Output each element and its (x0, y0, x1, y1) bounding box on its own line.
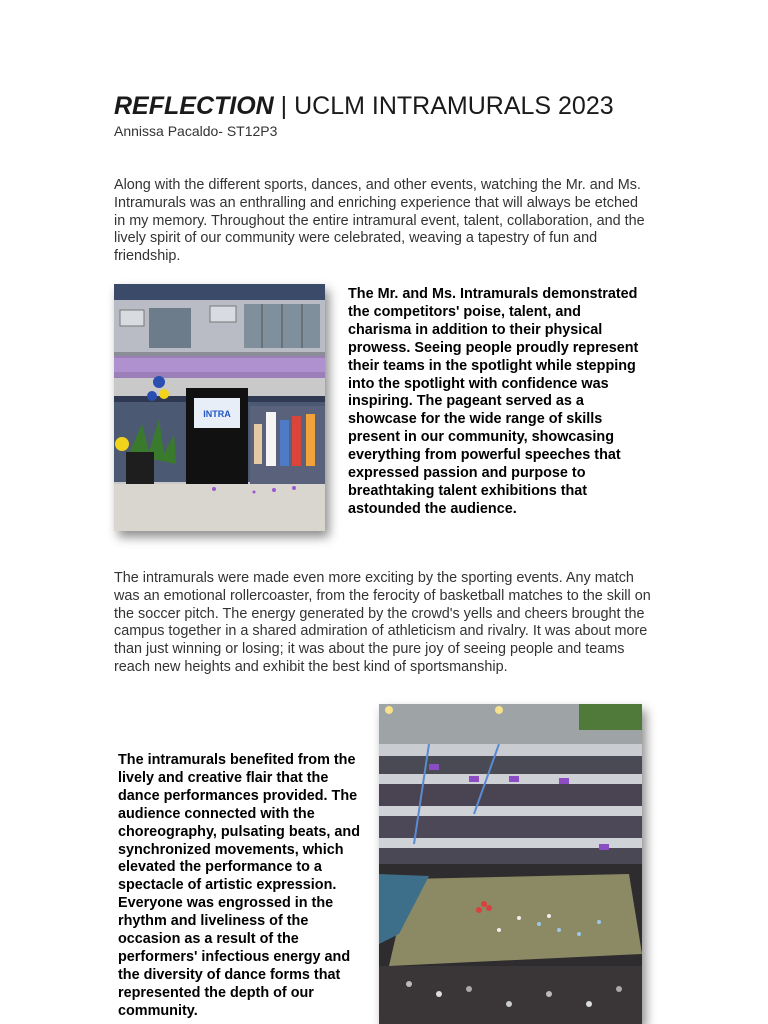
dance-paragraph: The intramurals benefited from the lively and creative flair that the dance performances provided. The audience connected with the choreography, pulsating beats, and synchronized movements, which elevated the performance to a spectacle of artistic expression. Everyone was engrossed in the rhythm and liveliness of the occasion as a result of the performers' infectious energy and the diversity of dance forms that represented the depth of our community. (118, 752, 361, 1019)
dance-performance-photo (379, 704, 642, 1024)
stage-sign-text: INTRA (203, 409, 231, 419)
pageant-paragraph: The Mr. and Ms. Intramurals demonstrated the competitors' poise, talent, and charisma in addition to their physical prowess. Seeing people proudly represent their teams in the spotlight while stepping into the spotlight with confidence was inspiring. The pageant served as a showcase for the wide range of skills present in our community, showcasing everything from powerful speeches that expressed passion and purpose to breathtaking talent exhibitions that astounded the audience. (348, 286, 639, 517)
title-event: | UCLM INTRAMURALS 2023 (273, 92, 614, 120)
sports-paragraph: The intramurals were made even more exciting by the sporting events. Any match was an emotional rollercoaster, from the ferocity of basketball matches to the skill on the soccer pitch. The energy generated by the crowd's yells and cheers brought the campus together in a shared admiration of athleticism and rivalry. It was about more than just winning or losing; it was about the pure joy of seeing people and teams reach new heights and exhibit the best kind of sportsmanship. (114, 570, 651, 675)
pageant-stage-photo (114, 284, 325, 531)
page-title (114, 92, 614, 121)
intro-paragraph: Along with the different sports, dances, and other events, watching the Mr. and Ms. Intramurals was an enthralling and enriching experience that will always be etched in my memory. Throughout the entire intramural event, talent, collaboration, and the lively spirit of our community were celebrated, weaving a tapestry of fun and friendship. (114, 177, 645, 265)
title-reflection: REFLECTION (114, 92, 274, 120)
author-line: Annissa Pacaldo- ST12P3 (114, 123, 278, 139)
